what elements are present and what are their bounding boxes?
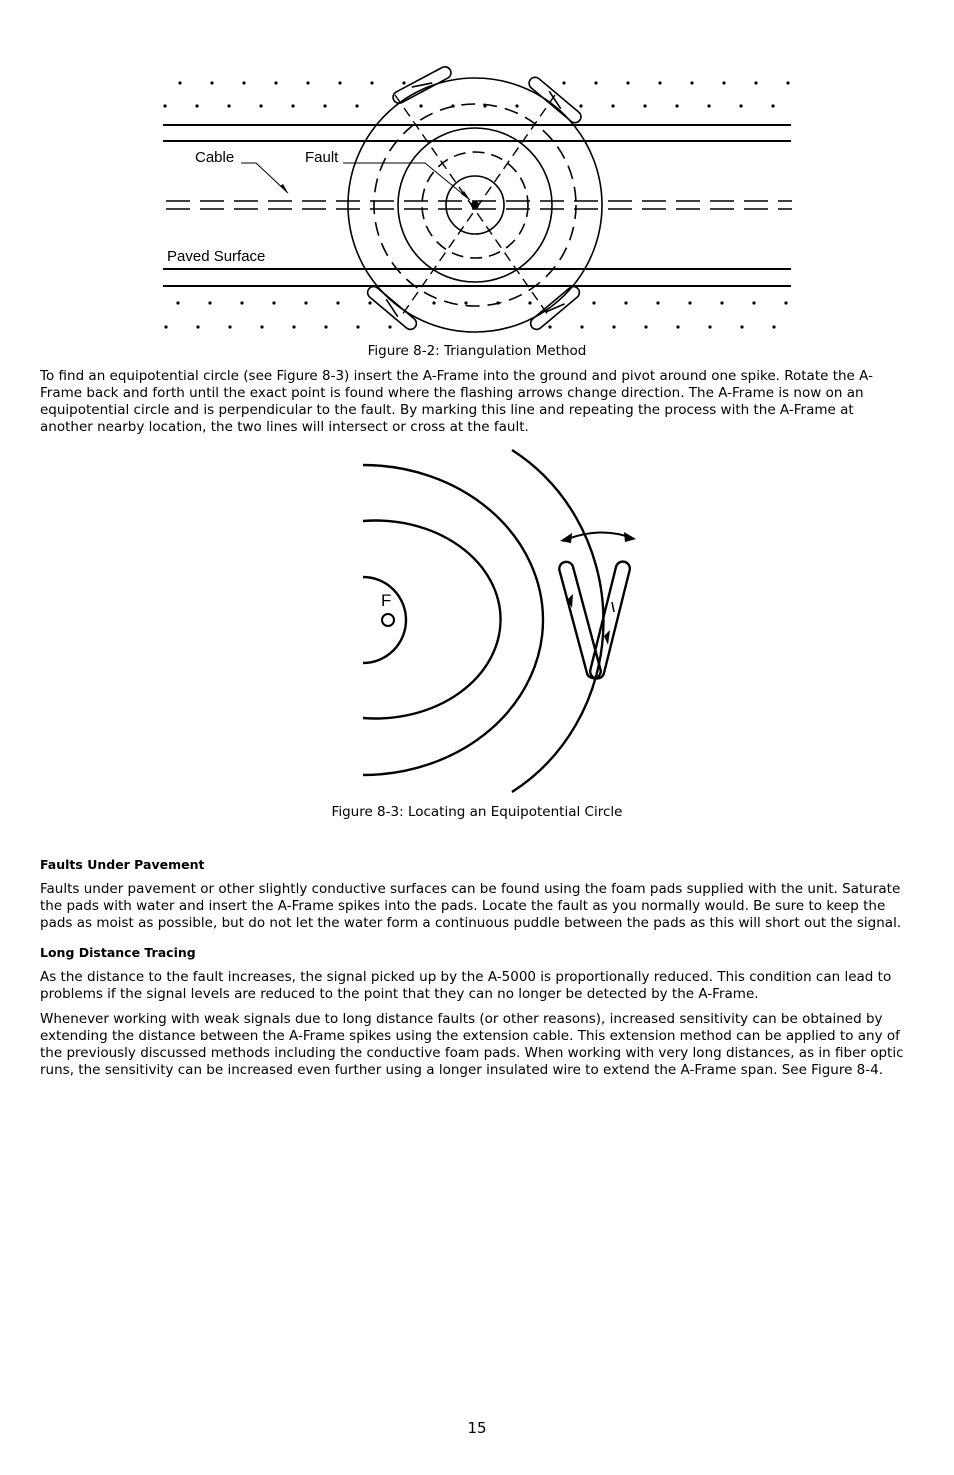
figure-8-3-caption: Figure 8-3: Locating an Equipotential Circle — [331, 804, 623, 820]
fault-label-f: F — [381, 591, 392, 610]
label-paved-surface: Paved Surface — [167, 248, 266, 265]
soil-dot — [708, 325, 711, 328]
soil-dot — [611, 104, 614, 107]
heading-faults-under-pavement: Faults Under Pavement — [40, 857, 205, 872]
soil-dot — [195, 104, 198, 107]
soil-dot — [228, 325, 231, 328]
soil-dot — [464, 301, 467, 304]
soil-dot — [643, 104, 646, 107]
figure-8-2-caption: Figure 8-2: Triangulation Method — [367, 343, 587, 359]
soil-dot — [676, 325, 679, 328]
soil-dot — [658, 81, 661, 84]
soil-dot — [291, 104, 294, 107]
soil-dot — [306, 81, 309, 84]
label-leaders — [241, 163, 470, 200]
soil-dot — [786, 81, 789, 84]
soil-dot — [272, 301, 275, 304]
soil-dot — [336, 301, 339, 304]
soil-dot — [240, 301, 243, 304]
soil-dot — [388, 325, 391, 328]
soil-dot — [656, 301, 659, 304]
fault-circle — [382, 614, 394, 626]
soil-dot — [178, 81, 181, 84]
soil-dot — [690, 81, 693, 84]
soil-dot — [402, 81, 405, 84]
soil-dot — [740, 325, 743, 328]
soil-dot — [274, 81, 277, 84]
soil-dot — [208, 301, 211, 304]
paragraph-long-distance-1: As the distance to the fault increases, the signal picked up by the A-5000 is proportionally reduced. This condition can lead to problems if the signal levels are reduced to the point that they can no longer be detected by the A-Frame. — [40, 969, 892, 1002]
fault-point — [471, 201, 479, 209]
soil-dot — [580, 325, 583, 328]
soil-dot — [772, 325, 775, 328]
soil-dot — [675, 104, 678, 107]
soil-dot — [594, 81, 597, 84]
label-fault: Fault — [305, 149, 339, 166]
soil-dot — [579, 104, 582, 107]
soil-dot — [624, 301, 627, 304]
soil-dot — [626, 81, 629, 84]
soil-dot — [432, 301, 435, 304]
soil-dot — [176, 301, 179, 304]
equipotential-arcs — [363, 450, 603, 792]
paragraph-equipotential: To find an equipotential circle (see Figure 8-3) insert the A-Frame into the ground and pivot around one spike. Rotate the A-Frame back and forth until the exact point is found where the flashing arrows change direction. The A-Frame is now on an equipotential circle and is perpendicular to the fault. By marking this line and repeating the process with the A-Frame at another nearby location, the two lines will intersect or cross at the fault. — [40, 368, 873, 435]
soil-dot — [720, 301, 723, 304]
soil-dot — [304, 301, 307, 304]
soil-dot — [163, 104, 166, 107]
soil-dot — [771, 104, 774, 107]
soil-dot — [324, 325, 327, 328]
soil-dot — [548, 325, 551, 328]
soil-dot — [707, 104, 710, 107]
paragraph-faults-under-pavement: Faults under pavement or other slightly conductive surfaces can be found using the foam pads supplied with the unit. Saturate the pads with water and insert the A-Frame spikes into the pads. Locate the fault as you normally would. Be sure to keep the pads as moist as possible, but do not let the water form a continuous puddle between the pads as this will short out the signal. — [40, 881, 902, 931]
soil-dot — [259, 104, 262, 107]
figure-equipotential-diagram — [330, 440, 660, 800]
figure-triangulation-diagram — [150, 60, 810, 345]
soil-dot — [739, 104, 742, 107]
soil-dot — [528, 301, 531, 304]
soil-dot — [227, 104, 230, 107]
soil-dot — [260, 325, 263, 328]
soil-dot — [292, 325, 295, 328]
soil-dot — [784, 301, 787, 304]
soil-dot — [688, 301, 691, 304]
soil-dot — [754, 81, 757, 84]
soil-dot — [612, 325, 615, 328]
paragraph-long-distance-2: Whenever working with weak signals due to long distance faults (or other reasons), increased sensitivity can be obtained by extending the distance between the A-Frame spikes using the extension cable. This extension method can be applied to any of the previously discussed methods including the conductive foam pads. When working with very long distances, as in fiber optic runs, the sensitivity can be increased even further using a longer insulated wire to extend the A-Frame span. See Figure 8-4. — [40, 1011, 904, 1078]
soil-dot — [242, 81, 245, 84]
soil-dot — [164, 325, 167, 328]
soil-dot — [355, 104, 358, 107]
rotation-arrow-icon — [565, 532, 632, 540]
soil-dot — [338, 81, 341, 84]
page-number: 15 — [467, 1419, 487, 1437]
soil-dot — [722, 81, 725, 84]
heading-long-distance-tracing: Long Distance Tracing — [40, 945, 196, 960]
soil-dot — [196, 325, 199, 328]
soil-dot — [210, 81, 213, 84]
soil-dot — [370, 81, 373, 84]
a-frame-legs-icon — [558, 560, 632, 680]
soil-dot — [368, 301, 371, 304]
soil-dot — [419, 104, 422, 107]
soil-dot — [752, 301, 755, 304]
soil-dot — [323, 104, 326, 107]
soil-dot — [356, 325, 359, 328]
soil-dot — [592, 301, 595, 304]
soil-dot — [644, 325, 647, 328]
label-cable: Cable — [195, 149, 235, 166]
soil-dot — [562, 81, 565, 84]
soil-dot — [515, 104, 518, 107]
